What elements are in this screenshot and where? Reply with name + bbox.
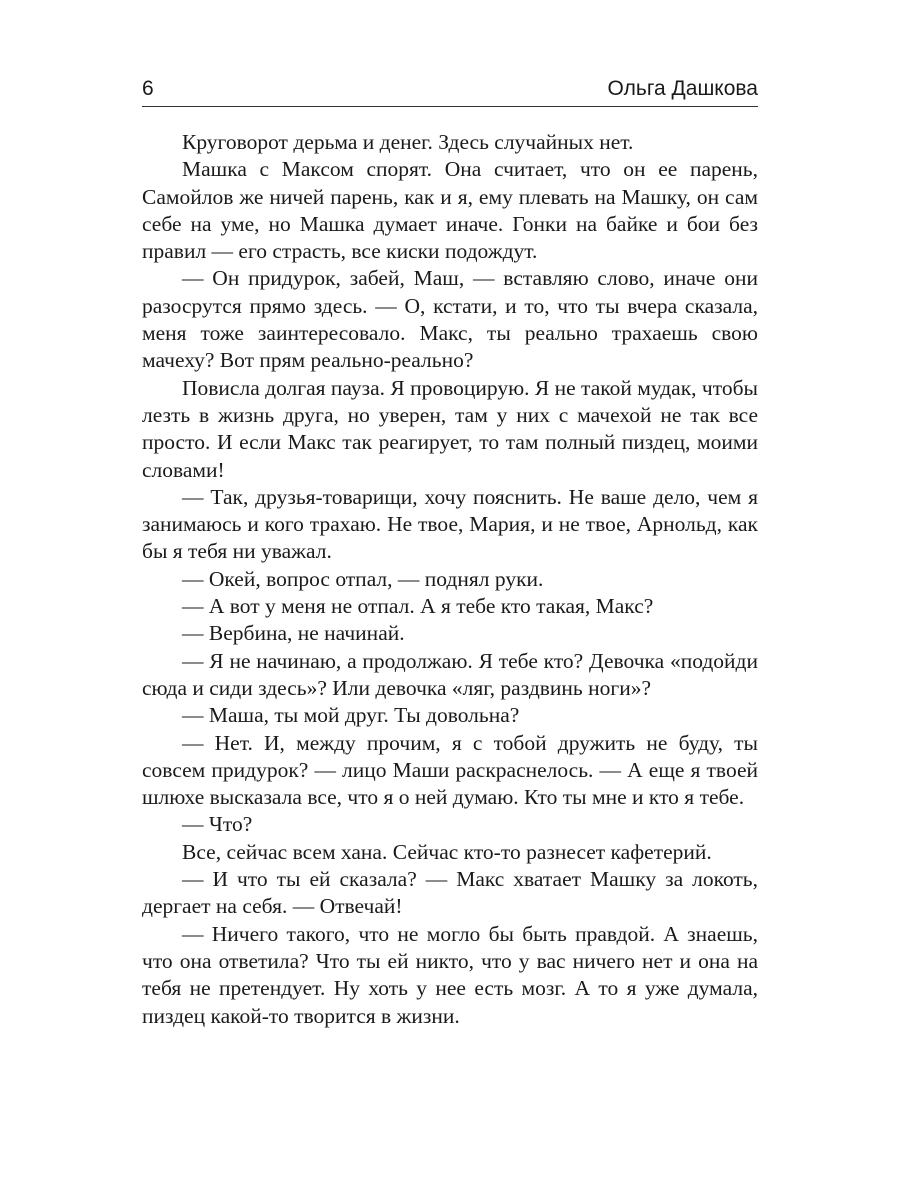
paragraph: — Он придурок, забей, Маш, — вставляю слово, иначе они разосрутся прямо здесь. — О, кстати, и то, что ты вчера сказала, меня тоже заинтересовало. Макс, ты реально трахаешь свою мачеху? Вот прям реально-реально?: [142, 266, 758, 373]
paragraph: Все, сейчас всем хана. Сейчас кто-то разнесет кафетерий.: [182, 839, 712, 864]
paragraph: — Что?: [182, 812, 253, 837]
paragraph: — Ничего такого, что не могло бы быть правдой. А знаешь, что она ответила? Что ты ей никто, что у вас ничего нет и она на тебя не претендует. Ну хоть у нее есть мозг. А то я уже думала, пиздец какой-то творится в жизни.: [142, 921, 758, 1028]
author-running-head: Ольга Дашкова: [607, 77, 758, 100]
paragraph: Машка с Максом спорят. Она считает, что он ее парень, Самойлов же ничей парень, как и я, ему плевать на Машку, он сам себе на уме, но Машка думает иначе. Гонки на байке и бои без правил — его страсть, все киски подождут.: [142, 157, 758, 264]
paragraph: — Окей, вопрос отпал, — поднял руки.: [182, 566, 544, 591]
text-body: [142, 129, 758, 1030]
paragraph: — Нет. И, между прочим, я с тобой дружить не буду, ты совсем придурок? — лицо Маши раскраснелось. — А еще я твоей шлюхе высказала все, что я о ней думаю. Кто ты мне и кто я тебе.: [142, 730, 758, 810]
paragraph: — Я не начинаю, а продолжаю. Я тебе кто? Девочка «подойди сюда и сиди здесь»? Или девочка «ляг, раздвинь ноги»?: [142, 648, 758, 700]
paragraph: — Маша, ты мой друг. Ты довольна?: [182, 703, 520, 728]
paragraph: Круговорот дерьма и денег. Здесь случайных нет.: [182, 130, 634, 154]
paragraph: — Вербина, не начинай.: [182, 621, 405, 646]
paragraph: — И что ты ей сказала? — Макс хватает Машку за локоть, дергает на себя. — Отвечай!: [142, 867, 758, 919]
paragraph: Повисла долгая пауза. Я провоцирую. Я не такой мудак, чтобы лезть в жизнь друга, но уверен, там у них с мачехой не так все просто. И если Макс так реагирует, то там полный пиздец, моими словами!: [142, 375, 758, 482]
page-number: 6: [142, 77, 154, 100]
paragraph: — А вот у меня не отпал. А я тебе кто такая, Макс?: [182, 594, 654, 619]
page-header: [142, 76, 758, 107]
paragraph: — Так, друзья-товарищи, хочу пояснить. Не ваше дело, чем я занимаюсь и кого трахаю. Не твое, Мария, и не твое, Арнольд, как бы я тебя ни уважал.: [142, 484, 758, 564]
